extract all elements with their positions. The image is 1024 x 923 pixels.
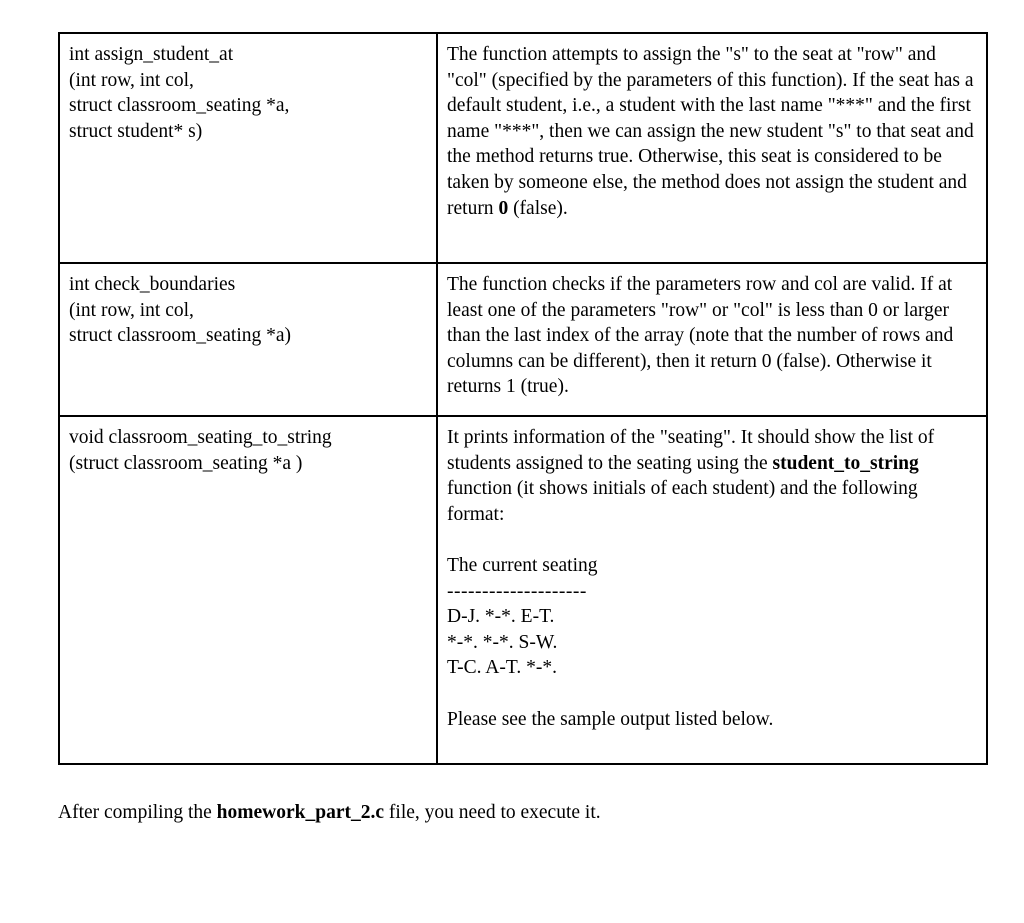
sample-output-line: *-*. *-*. S-W. <box>447 631 558 653</box>
closing-part: After compiling the <box>58 802 217 823</box>
function-description-cell <box>437 33 987 263</box>
function-description-cell <box>437 263 987 416</box>
function-description-cell <box>437 416 987 764</box>
signature-line: struct student* s) <box>69 120 203 142</box>
closing-paragraph <box>58 800 958 826</box>
function-signature-cell <box>59 33 437 263</box>
closing-part: file, you need to execute it. <box>384 802 601 823</box>
function-signature-cell <box>59 416 437 764</box>
sample-output-line: D-J. *-*. E-T. <box>447 606 555 628</box>
function-specification-table <box>58 32 988 765</box>
description-part: The function attempts to assign the "s" to the seat at "row" and "col" (specified by the parameters of this function). If the seat has a default student, i.e., a student with the last name "***" and the first name "***", then we can assign the new student "s" to that seat and the method returns true. Otherwise, this seat is considered to be taken by someone else, the method does not assign the student and return <box>447 44 979 219</box>
spacer <box>447 681 977 707</box>
sample-output-block <box>447 553 977 681</box>
description-text: The function checks if the parameters row and col are valid. If at least one of the parameters "row" or "col" is less than 0 or larger than the last index of the array (note that the number of rows and columns can be different), then it return 0 (false). Otherwise it returns 1 (true). <box>447 274 959 398</box>
signature-line: int check_boundaries <box>69 274 236 295</box>
description-emphasis: 0 <box>498 197 509 219</box>
closing-filename: homework_part_2.c <box>216 802 385 823</box>
sample-output-line: T-C. A-T. *-*. <box>447 657 557 679</box>
signature-line: (int row, int col, <box>69 299 194 321</box>
signature-line: (int row, int col, <box>69 69 194 91</box>
function-signature-cell <box>59 263 437 416</box>
description-tail-text: Please see the sample output listed below. <box>447 708 774 730</box>
description-text <box>447 42 977 221</box>
table-row <box>59 263 987 416</box>
sample-output-rule: -------------------- <box>447 580 587 602</box>
description-part: function (it shows initials of each student) and the following format: <box>447 452 924 525</box>
sample-output-heading: The current seating <box>447 554 598 576</box>
description-part: It prints information of the "seating". It should show the list of students assigned to the seating using the <box>447 427 939 474</box>
signature-line: (struct classroom_seating *a ) <box>69 452 303 474</box>
signature-line: int assign_student_at <box>69 44 234 65</box>
description-emphasis: student_to_string <box>772 452 919 474</box>
signature-line: struct classroom_seating *a) <box>69 325 292 347</box>
signature-line: struct classroom_seating *a, <box>69 95 290 117</box>
signature-line: void classroom_seating_to_string <box>69 427 332 448</box>
description-text <box>447 425 977 527</box>
table-row <box>59 416 987 764</box>
description-part: (false). <box>508 197 568 219</box>
table-row <box>59 33 987 263</box>
